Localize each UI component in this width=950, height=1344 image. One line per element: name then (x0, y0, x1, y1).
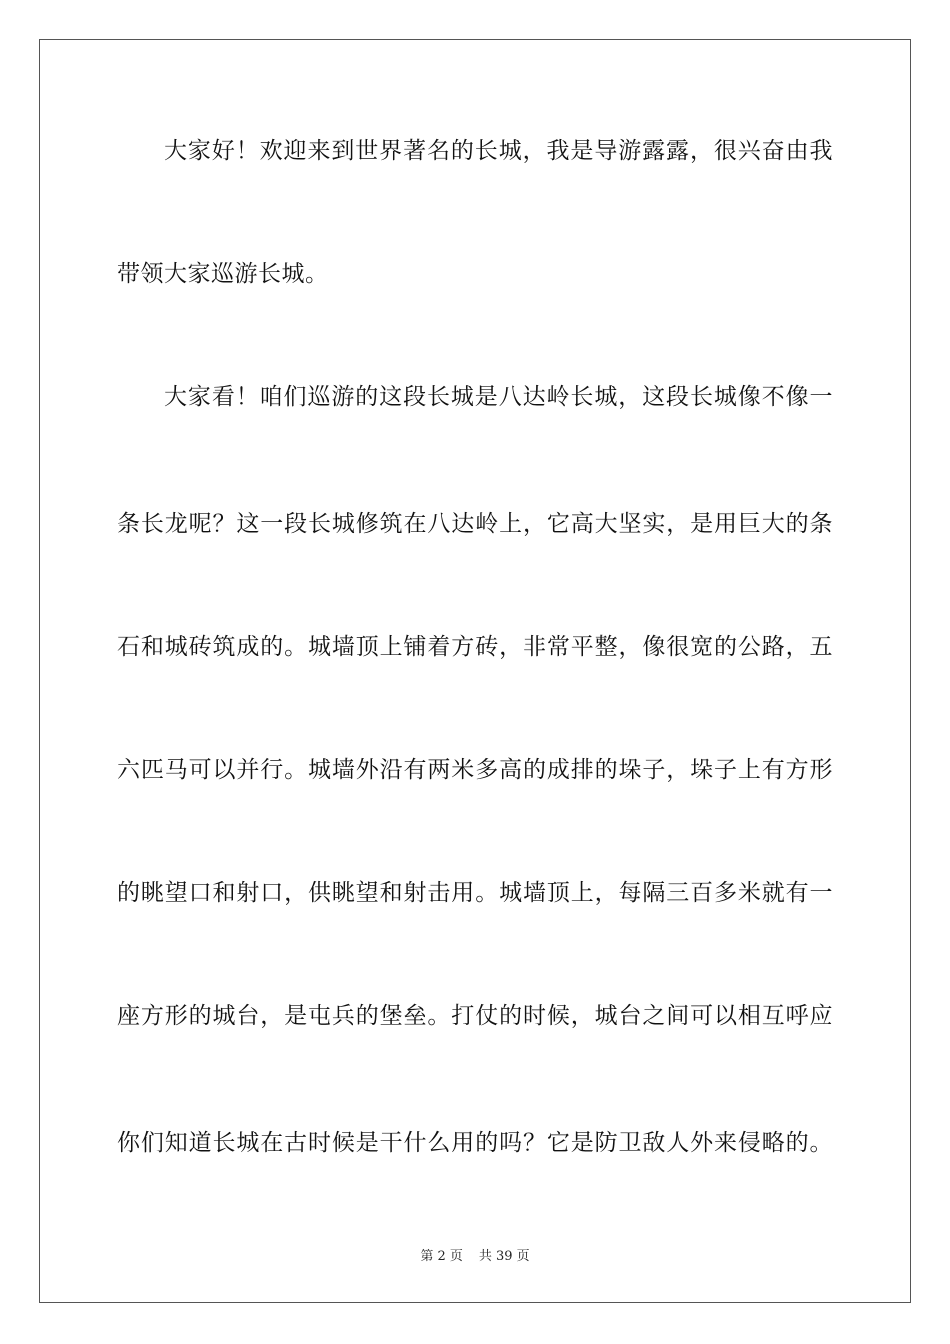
paragraph-1-line-2: 带领大家巡游长城。 (117, 261, 329, 287)
paragraph-2-line-4: 六匹马可以并行。城墙外沿有两米多高的成排的垛子，垛子上有方形 (117, 757, 833, 783)
total-pages: 共 39 页 (478, 1249, 530, 1264)
page-footer (0, 1247, 950, 1267)
paragraph-2-line-6: 座方形的城台，是屯兵的堡垒。打仗的时候，城台之间可以相互呼应 (117, 1003, 833, 1029)
page-border (39, 39, 911, 1303)
paragraph-1-line-1: 大家好！欢迎来到世界著名的长城，我是导游露露，很兴奋由我 (164, 138, 833, 164)
paragraph-2-line-2: 条长龙呢？这一段长城修筑在八达岭上，它高大坚实，是用巨大的条 (117, 511, 833, 537)
paragraph-2-line-7: 你们知道长城在古时候是干什么用的吗？它是防卫敌人外来侵略的。 (117, 1130, 833, 1156)
paragraph-2-line-5: 的眺望口和射口，供眺望和射击用。城墙顶上，每隔三百多米就有一 (117, 880, 833, 906)
paragraph-2-line-1: 大家看！咱们巡游的这段长城是八达岭长城，这段长城像不像一 (164, 384, 833, 410)
paragraph-2-line-3: 石和城砖筑成的。城墙顶上铺着方砖，非常平整，像很宽的公路，五 (117, 634, 833, 660)
page-number: 第 2 页 (420, 1249, 463, 1264)
